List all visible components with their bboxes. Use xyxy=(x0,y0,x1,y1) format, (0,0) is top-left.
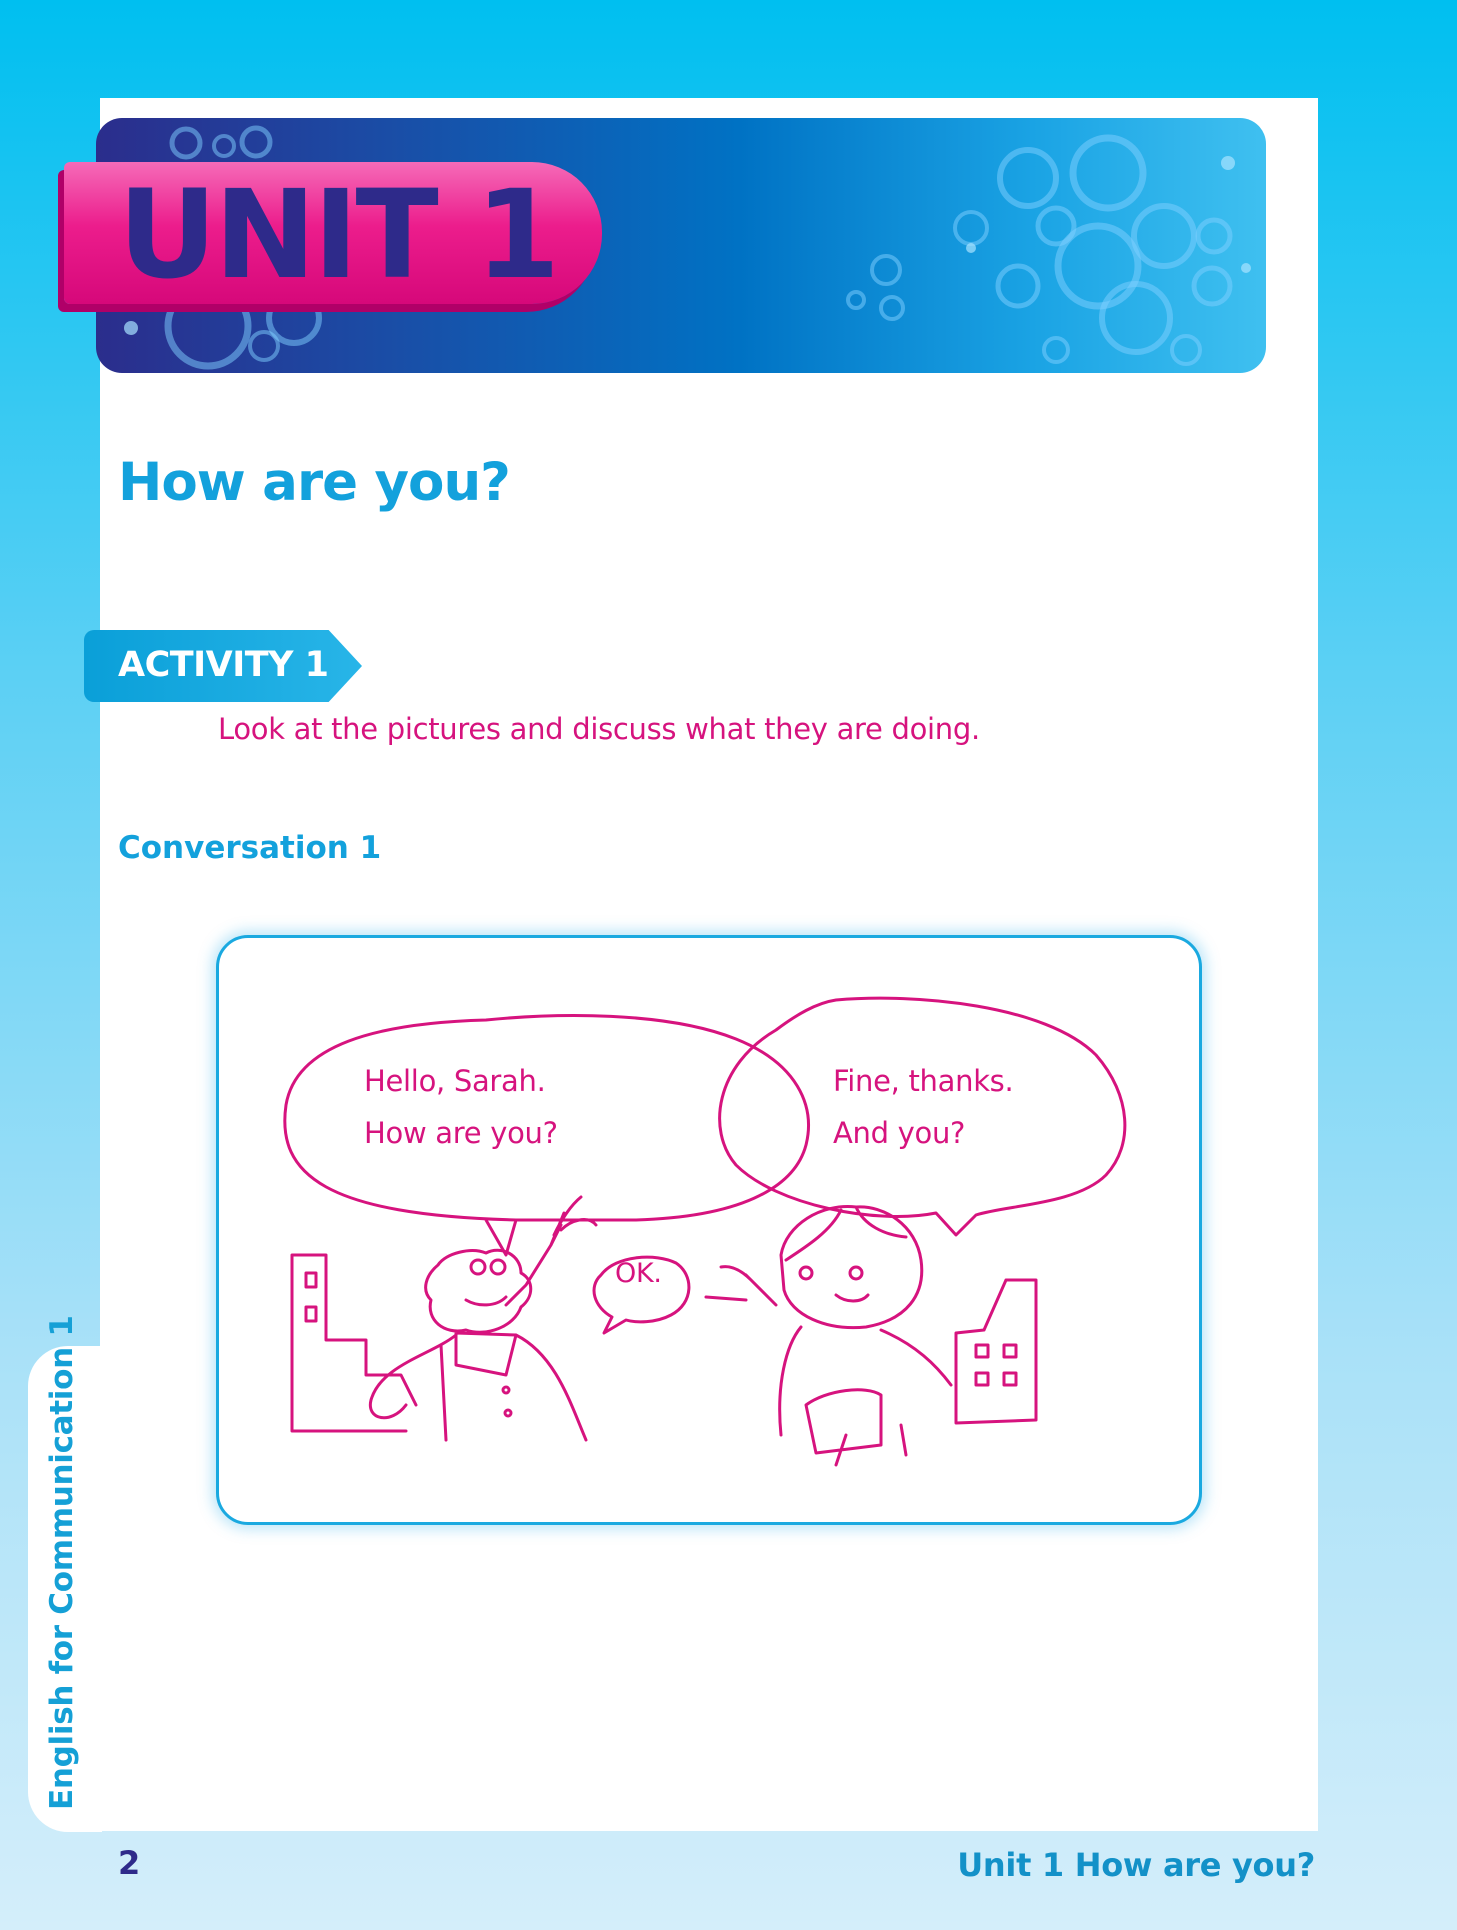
book-title-vertical: English for Communication 1 xyxy=(44,1315,80,1810)
girl-figure xyxy=(706,1207,951,1465)
lesson-title: How are you? xyxy=(118,452,510,513)
right-bubble-line-2: And you? xyxy=(833,1116,966,1150)
footer-running-title: Unit 1 How are you? xyxy=(957,1846,1315,1884)
left-bubble-line-2: How are you? xyxy=(364,1116,558,1150)
conversation-illustration xyxy=(216,935,1202,1525)
activity-label: ACTIVITY 1 xyxy=(118,645,329,685)
right-building xyxy=(956,1280,1036,1423)
man-figure xyxy=(370,1197,596,1440)
ok-bubble-text: OK. xyxy=(615,1258,662,1289)
unit-title: UNIT 1 xyxy=(118,164,558,306)
left-building xyxy=(292,1255,416,1431)
left-bubble-line-1: Hello, Sarah. xyxy=(364,1064,546,1098)
right-bubble-line-1: Fine, thanks. xyxy=(833,1064,1014,1098)
page-number: 2 xyxy=(118,1844,141,1882)
conversation-title: Conversation 1 xyxy=(118,830,382,866)
activity-instruction: Look at the pictures and discuss what they are doing. xyxy=(218,712,980,746)
